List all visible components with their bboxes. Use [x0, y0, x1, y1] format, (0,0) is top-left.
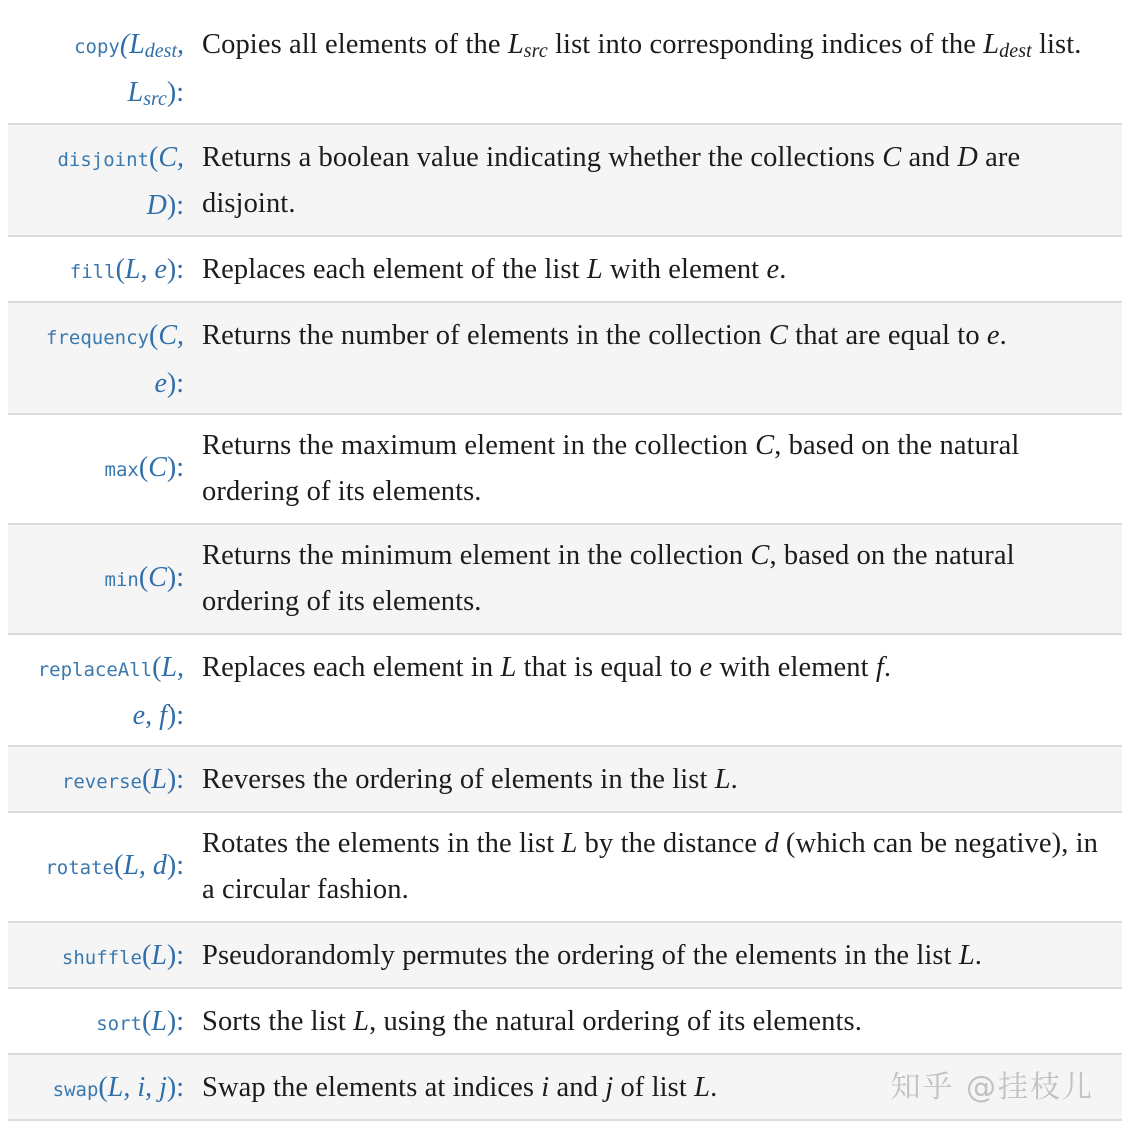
method-description: Rotates the elements in the list L by the distance d (which can be negative), in a circular fashion.: [202, 828, 1099, 905]
method-description: Reverses the ordering of elements in the list L.: [202, 764, 738, 795]
method-signature: shuffle(L):: [61, 940, 184, 971]
method-signature: disjoint(C, D):: [57, 142, 184, 221]
method-name: reverse: [61, 771, 142, 793]
method-description: Returns the maximum element in the collection C, based on the natural ordering of its elements.: [202, 430, 1020, 507]
table-row: [8, 303, 1122, 415]
table-row: [8, 747, 1122, 813]
method-signature: reverse(L):: [61, 764, 184, 795]
method-signature: min(C):: [104, 562, 184, 593]
method-name: shuffle: [61, 947, 142, 969]
method-signature: swap(L, i, j):: [52, 1072, 184, 1103]
method-signature: sort(L):: [96, 1006, 184, 1037]
method-description: Swap the elements at indices i and j of list L.: [202, 1072, 718, 1103]
method-signature: frequency(C, e):: [46, 320, 184, 399]
table-row: [8, 525, 1122, 635]
method-name: max: [104, 459, 139, 481]
method-description: Returns the number of elements in the collection C that are equal to e.: [202, 320, 1007, 351]
table-row: [8, 635, 1122, 747]
method-description: Returns the minimum element in the collection C, based on the natural ordering of its elements.: [202, 540, 1015, 617]
table-row: [8, 813, 1122, 923]
method-signature: replaceAll(L, e, f):: [37, 652, 184, 731]
method-name: disjoint: [57, 149, 149, 171]
table-row: [8, 415, 1122, 525]
method-name: min: [104, 569, 139, 591]
table-row: [8, 923, 1122, 989]
method-signature: max(C):: [104, 452, 184, 483]
method-signature: $copy(L_{dest}$, $L_{src}$):: [74, 29, 184, 110]
method-description: Replaces each element of the list L with element e.: [202, 254, 787, 285]
method-description: Sorts the list L, using the natural ordering of its elements.: [202, 1006, 862, 1037]
table-row: [8, 237, 1122, 303]
method-description: Returns a boolean value indicating whether the collections C and D are disjoint.: [202, 142, 1021, 219]
method-name: sort: [96, 1013, 142, 1035]
method-name: fill: [69, 261, 116, 283]
method-name: replaceAll: [37, 659, 153, 681]
method-name: frequency: [46, 327, 149, 349]
method-signature: rotate(L, d):: [45, 850, 184, 881]
method-description: Copies all elements of the $L_{src}$ list into corresponding indices of the $L_{dest}$ list.: [202, 29, 1082, 62]
watermark: 知乎 @挂枝儿: [890, 1070, 1094, 1105]
method-signature: fill(L, e):: [69, 254, 184, 285]
method-name: rotate: [45, 857, 114, 879]
method-description: Replaces each element in L that is equal to e with element f.: [202, 652, 892, 683]
table-row: [8, 989, 1122, 1055]
table-row: [8, 0, 1122, 125]
method-name: swap: [52, 1079, 99, 1101]
method-description: Pseudorandomly permutes the ordering of the elements in the list L.: [202, 940, 983, 971]
method-table: [8, 0, 1122, 1121]
method-name: copy: [74, 36, 120, 58]
table-row: [8, 125, 1122, 237]
